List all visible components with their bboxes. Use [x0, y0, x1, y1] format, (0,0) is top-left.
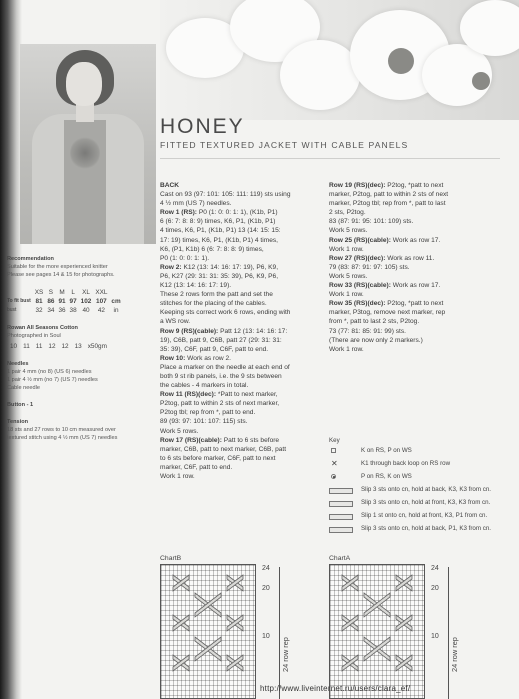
- pattern-line: Work 5 rows.: [160, 427, 199, 435]
- pattern-line: 6 (6: 7: 8: 8: 9) times, K6, P1, (K1b, P1): [160, 218, 276, 226]
- recommendation-line: Suitable for the more experienced knitter: [7, 264, 108, 270]
- pattern-line: P6, K27 (29: 31: 31: 35: 39), P6, K9, P6,: [160, 272, 279, 280]
- chart-b-row-number: 24: [262, 565, 270, 572]
- pattern-line: stitches for the placing of the cables.: [160, 300, 267, 308]
- needles-line: 1 pair 4 ½ mm (no 7) (US 7) needles: [7, 377, 98, 383]
- pattern-lines: [160, 190, 324, 481]
- needles-line: 1 pair 4 mm (no 8) (US 6) needles: [7, 369, 92, 375]
- pattern-line: Row 17 (RS)(cable): Patt to 6 sts before: [160, 436, 280, 444]
- recommendation-heading: Recommendation: [7, 256, 54, 262]
- pattern-line: Row 1 (RS): P0 (1: 0: 0: 1: 1), (K1b, P1): [160, 209, 278, 217]
- chart-a-row-number: 10: [431, 633, 439, 640]
- knit-square-icon: [329, 447, 355, 455]
- pattern-line: Row 35 (RS)(dec): P2tog, *patt to next: [329, 300, 444, 308]
- pattern-line: (There are now only 2 markers.): [329, 336, 423, 344]
- section-heading-back: BACK: [160, 182, 180, 189]
- pattern-line: Row 33 (RS)(cable): Work as row 17.: [329, 282, 441, 290]
- key-item: [329, 512, 499, 522]
- chart-a-row-number: 24: [431, 565, 439, 572]
- pattern-line: the cables - 4 markers in total.: [160, 382, 249, 390]
- key-title: Key: [329, 437, 340, 444]
- size-table: [7, 288, 123, 315]
- cable-back-icon: [329, 486, 355, 494]
- pattern-line: 79 (83: 87: 91: 97: 105) sts.: [329, 263, 410, 271]
- pattern-line: 83 (87: 91: 95: 101: 109) sts.: [329, 218, 414, 226]
- pattern-line: Place a marker on the needle at each end of: [160, 363, 290, 371]
- pattern-line: Work 1 row.: [329, 345, 364, 353]
- pattern-info-column: [7, 255, 153, 451]
- chart-a-repeat-bar: [448, 567, 449, 699]
- pattern-line: to 6 sts before marker, C6F, patt to next: [160, 454, 276, 462]
- chart-b-repeat-bar: [279, 567, 280, 699]
- pattern-line: marker, C6F, patt to end.: [160, 463, 233, 471]
- chart-b-row-number: 10: [262, 633, 270, 640]
- pattern-line: marker, P2tog, patt to within 2 sts of next: [329, 191, 449, 199]
- pattern-line: Row 19 (RS)(dec): P2tog, *patt to next: [329, 182, 444, 189]
- pattern-lines: [329, 181, 499, 354]
- key-item-text: K on RS, P on WS: [361, 447, 412, 454]
- recommendation-line: Please see pages 14 & 15 for photographs.: [7, 272, 115, 278]
- key-item-text: Slip 3 sts onto cn, hold at back, P1, K3 from cn.: [361, 525, 492, 532]
- chart-a-label: ChartA: [329, 555, 351, 562]
- chart-a-cables: [330, 565, 425, 699]
- pattern-line: K6, (P1, K1b) 6 (6: 7: 8: 8: 9) times,: [160, 245, 264, 253]
- chart-b-row-number: 20: [262, 585, 270, 592]
- pattern-line: Work 1 row.: [329, 291, 364, 299]
- pattern-line: a WS row.: [160, 318, 191, 326]
- stitch-key: [329, 437, 499, 538]
- key-item-text: Slip 1 st onto cn, hold at front, K3, P1 from cn.: [361, 512, 488, 519]
- key-item-text: K1 through back loop on RS row: [361, 460, 451, 467]
- pattern-line: 19), C6B, patt 9, C6B, patt 27 (29: 31: 31:: [160, 336, 282, 344]
- key-item: [329, 499, 499, 509]
- needles-heading: Needles: [7, 361, 29, 367]
- source-url: http://www.liveinternet.ru/users/clara_ef/: [260, 684, 411, 693]
- chart-b-label: ChartB: [160, 555, 182, 562]
- pattern-line: both 9 st rib panels, i.e. the 9 sts between: [160, 372, 282, 380]
- key-item: [329, 525, 499, 535]
- pattern-line: 17: 19) times, K6, P1, (K1b, P1) 4 times,: [160, 236, 279, 244]
- key-item: [329, 460, 499, 470]
- pattern-line: Row 27 (RS)(dec): Work as row 11.: [329, 254, 435, 262]
- pattern-line: 89 (93: 97: 101: 107: 115) sts.: [160, 418, 248, 426]
- tension-line: textured stitch using 4 ½ mm (US 7) needles: [7, 435, 118, 441]
- size-inch-row: bust 32 34 36 38 40 42 in: [7, 307, 119, 314]
- pattern-line: P0 (1: 0: 0: 1: 1).: [160, 254, 210, 262]
- pattern-text-column-1: [160, 181, 324, 481]
- yarn-heading: Rowan All Seasons Cotton: [7, 325, 78, 331]
- pattern-line: Row 2: K12 (13: 14: 16: 17: 19), P6, K9,: [160, 263, 279, 271]
- key-item: [329, 447, 499, 457]
- pattern-text-column-2: [329, 181, 499, 354]
- key-item-text: Slip 3 sts onto cn, hold at back, K3, K3 from cn.: [361, 486, 492, 493]
- needles-line: Cable needle: [7, 385, 40, 391]
- yarn-subheading: Photographed in Soul: [7, 333, 61, 339]
- pattern-line: marker, C6B, patt to next marker, C6B, patt: [160, 445, 287, 453]
- model-photo: [20, 44, 156, 244]
- cable-front-icon: [329, 499, 355, 507]
- chart-a-row-number: 20: [431, 585, 439, 592]
- pattern-line: Work 1 row.: [329, 245, 364, 253]
- k1-tbl-cross-icon: ✕: [331, 459, 338, 468]
- page-title: HONEY: [160, 115, 245, 138]
- chart-b-cables: [161, 565, 256, 699]
- pattern-line: marker, P3tog, remove next marker, rep: [329, 309, 446, 317]
- page-subtitle: FITTED TEXTURED JACKET WITH CABLE PANELS: [160, 140, 409, 150]
- pattern-line: Work 1 row.: [160, 473, 195, 480]
- key-item: [329, 486, 499, 496]
- pattern-line: 35: 39), C6F, patt 9, C6F, patt to end.: [160, 345, 269, 353]
- pattern-line: marker, P2tog tbl; rep from *, patt to last: [329, 200, 446, 208]
- size-header-row: XS S M L XL XXL: [34, 289, 108, 296]
- pattern-line: 73 (77: 81: 85: 91: 99) sts.: [329, 327, 406, 335]
- pattern-line: K12 (13: 14: 16: 17: 19).: [160, 282, 232, 290]
- pattern-line: Row 11 (RS)(dec): *Patt to next marker,: [160, 391, 278, 399]
- yarn-amount-table: 10 11 11 12 12 13 x50gm: [10, 343, 107, 350]
- pattern-line: P2tog, patt to within 2 sts of next marker,: [160, 400, 280, 408]
- pattern-line: Cast on 93 (97: 101: 105: 111: 119) sts using: [160, 191, 291, 199]
- purl-dot-icon: [329, 473, 355, 481]
- chart-b-grid: [160, 564, 256, 699]
- key-item: [329, 473, 499, 483]
- chart-a-grid: [329, 564, 425, 699]
- tension-line: 18 sts and 27 rows to 10 cm measured over: [7, 427, 116, 433]
- pattern-line: Keeping sts correct work 6 rows, ending with: [160, 309, 291, 317]
- pattern-line: Row 9 (RS)(cable): Patt 12 (13: 14: 16: 17:: [160, 327, 288, 335]
- buttons-heading: Button - 1: [7, 402, 34, 408]
- key-item-text: Slip 3 sts onto cn, hold at front, K3, K3 from cn.: [361, 499, 491, 506]
- pattern-line: Work 5 rows.: [329, 272, 368, 280]
- pattern-line: P2tog tbl; rep from *, patt to end.: [160, 409, 256, 417]
- pattern-line: from *, patt to last 2 sts, P2tog.: [329, 318, 420, 326]
- title-divider: [160, 158, 500, 159]
- pattern-line: Row 25 (RS)(cable): Work as row 17.: [329, 236, 441, 244]
- chart-b-repeat-label: 24 row rep: [281, 637, 290, 672]
- key-item-text: P on RS, K on WS: [361, 473, 412, 480]
- cable-front-purl-icon: [329, 512, 355, 520]
- cable-back-purl-icon: [329, 525, 355, 533]
- pattern-line: 4 ½ mm (US 7) needles.: [160, 200, 232, 208]
- chart-a-repeat-label: 24 row rep: [450, 637, 459, 672]
- tension-heading: Tension: [7, 419, 29, 425]
- pattern-line: 4 times, K6, P1, (K1b, P1) 13 (14: 15: 15:: [160, 227, 281, 235]
- pattern-line: Work 5 rows.: [329, 227, 368, 235]
- size-cm-row: To fit bust 81 86 91 97 102 107 cm: [7, 298, 121, 305]
- orchid-photo: [160, 0, 519, 120]
- pattern-line: These 2 rows form the patt and set the: [160, 291, 273, 299]
- pattern-line: Row 10: Work as row 2.: [160, 354, 231, 362]
- pattern-line: 2 sts, P2tog.: [329, 209, 366, 217]
